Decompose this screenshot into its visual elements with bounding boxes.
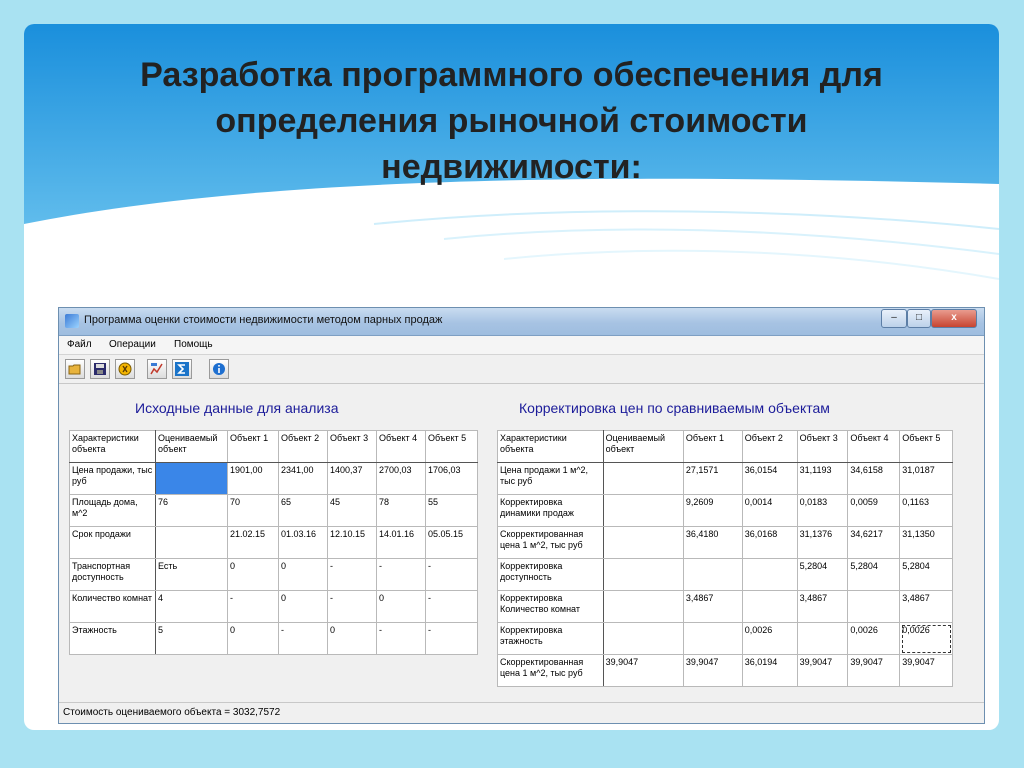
header-cell: Оцениваемый объект xyxy=(156,431,228,463)
table-cell[interactable]: 1400,37 xyxy=(328,463,377,495)
row-label: Цена продажи 1 м^2, тыс руб xyxy=(498,463,604,495)
header-cell: Характеристики объекта xyxy=(498,431,604,463)
app-window xyxy=(58,307,985,724)
table-cell[interactable]: - xyxy=(328,591,377,623)
maximize-button[interactable]: □ xyxy=(907,309,931,328)
table-cell[interactable]: - xyxy=(328,559,377,591)
table-cell[interactable]: - xyxy=(426,591,478,623)
table-cell[interactable]: 36,0168 xyxy=(742,527,797,559)
chart-icon xyxy=(150,362,164,376)
table-cell[interactable] xyxy=(603,463,683,495)
open-folder-icon xyxy=(68,362,82,376)
row-label: Корректировка Количество комнат xyxy=(498,591,604,623)
table-cell[interactable]: 45 xyxy=(328,495,377,527)
row-label: Скорректированная цена 1 м^2, тыс руб xyxy=(498,655,604,687)
row-label: Цена продажи, тыс руб xyxy=(70,463,156,495)
menu-operations[interactable]: Операции xyxy=(109,339,156,350)
table-cell[interactable]: 5 xyxy=(156,623,228,655)
source-data-title: Исходные данные для анализа xyxy=(135,400,339,416)
table-cell[interactable]: 0 xyxy=(279,559,328,591)
table-cell[interactable]: 3,4867 xyxy=(900,591,953,623)
table-cell[interactable]: 0,0026 xyxy=(848,623,900,655)
table-cell[interactable]: 55 xyxy=(426,495,478,527)
status-bar xyxy=(59,702,984,723)
header-cell: Объект 4 xyxy=(377,431,426,463)
table-cell[interactable]: - xyxy=(426,623,478,655)
row-label: Корректировка этажность xyxy=(498,623,604,655)
table-cell[interactable]: 12.10.15 xyxy=(328,527,377,559)
table-row xyxy=(498,463,953,495)
sum-button[interactable] xyxy=(172,359,192,379)
table-cell[interactable]: 0,0059 xyxy=(848,495,900,527)
slide-header-banner xyxy=(24,24,999,314)
header-cell: Объект 2 xyxy=(279,431,328,463)
table-cell[interactable]: 0 xyxy=(279,591,328,623)
table-cell[interactable]: 5,2804 xyxy=(797,559,848,591)
price-adjustment-table[interactable] xyxy=(497,430,953,687)
window-title: Программа оценки стоимости недвижимости методом парных продаж xyxy=(84,314,443,326)
table-row xyxy=(498,559,953,591)
minimize-button[interactable]: – xyxy=(881,309,907,328)
table-cell[interactable]: - xyxy=(426,559,478,591)
table-cell[interactable] xyxy=(603,559,683,591)
table-cell[interactable] xyxy=(156,527,228,559)
chart-button[interactable] xyxy=(147,359,167,379)
menu-help[interactable]: Помощь xyxy=(174,339,213,350)
table-header-row xyxy=(70,431,478,463)
window-titlebar[interactable] xyxy=(59,308,984,336)
table-cell[interactable] xyxy=(683,623,742,655)
table-cell[interactable]: 4 xyxy=(156,591,228,623)
save-button[interactable] xyxy=(90,359,110,379)
table-row xyxy=(70,463,478,495)
table-cell[interactable]: 05.05.15 xyxy=(426,527,478,559)
save-icon xyxy=(93,362,107,376)
header-cell: Объект 3 xyxy=(797,431,848,463)
table-cell[interactable]: 21.02.15 xyxy=(228,527,279,559)
slide-title-line: недвижимости: xyxy=(381,148,642,186)
table-cell[interactable] xyxy=(603,527,683,559)
info-icon xyxy=(212,362,226,376)
table-cell[interactable]: 31,0187 xyxy=(900,463,953,495)
table-row xyxy=(70,527,478,559)
table-cell[interactable]: 1901,00 xyxy=(228,463,279,495)
table-cell[interactable]: 0,1163 xyxy=(900,495,953,527)
table-row xyxy=(498,527,953,559)
table-cell[interactable]: Есть xyxy=(156,559,228,591)
table-header-row xyxy=(498,431,953,463)
table-cell[interactable]: 0,0026 xyxy=(742,623,797,655)
menu-bar xyxy=(59,336,984,355)
table-cell[interactable]: 39,9047 xyxy=(848,655,900,687)
table-cell[interactable] xyxy=(742,591,797,623)
table-cell-selected[interactable] xyxy=(156,463,228,495)
table-row xyxy=(70,591,478,623)
table-cell[interactable]: 0,0014 xyxy=(742,495,797,527)
info-button[interactable] xyxy=(209,359,229,379)
table-cell[interactable]: 36,4180 xyxy=(683,527,742,559)
row-label: Площадь дома, м^2 xyxy=(70,495,156,527)
table-cell[interactable]: 39,9047 xyxy=(797,655,848,687)
slide-title-line: Разработка программного обеспечения для xyxy=(140,56,883,94)
menu-file[interactable]: Файл xyxy=(67,339,92,350)
table-row xyxy=(498,495,953,527)
table-cell[interactable]: - xyxy=(228,591,279,623)
table-row xyxy=(70,495,478,527)
table-cell[interactable] xyxy=(683,559,742,591)
header-cell: Объект 1 xyxy=(228,431,279,463)
sigma-icon xyxy=(175,362,189,376)
row-label: Этажность xyxy=(70,623,156,655)
table-cell[interactable]: 76 xyxy=(156,495,228,527)
header-cell: Объект 2 xyxy=(742,431,797,463)
table-cell[interactable] xyxy=(848,591,900,623)
table-cell[interactable]: 31,1350 xyxy=(900,527,953,559)
table-cell[interactable]: 2341,00 xyxy=(279,463,328,495)
header-cell: Объект 4 xyxy=(848,431,900,463)
table-cell[interactable]: 39,9047 xyxy=(603,655,683,687)
table-cell[interactable]: 36,0194 xyxy=(742,655,797,687)
table-cell[interactable]: 27,1571 xyxy=(683,463,742,495)
table-cell[interactable] xyxy=(797,623,848,655)
table-row xyxy=(70,623,478,655)
table-cell[interactable]: 39,9047 xyxy=(683,655,742,687)
header-cell: Объект 1 xyxy=(683,431,742,463)
table-cell[interactable] xyxy=(603,495,683,527)
table-cell[interactable]: 65 xyxy=(279,495,328,527)
table-cell-focused[interactable]: 0,0026 xyxy=(900,623,953,655)
table-cell[interactable]: 34,6158 xyxy=(848,463,900,495)
table-row xyxy=(70,559,478,591)
header-cell: Оцениваемый объект xyxy=(603,431,683,463)
table-cell[interactable]: 36,0154 xyxy=(742,463,797,495)
table-cell[interactable]: 01.03.16 xyxy=(279,527,328,559)
row-label: Транспортная доступность xyxy=(70,559,156,591)
table-cell[interactable]: - xyxy=(377,623,426,655)
row-label: Скорректированная цена 1 м^2, тыс руб xyxy=(498,527,604,559)
table-cell[interactable]: 0,0183 xyxy=(797,495,848,527)
table-cell[interactable]: 0 xyxy=(228,623,279,655)
table-row xyxy=(498,591,953,623)
header-cell: Объект 5 xyxy=(900,431,953,463)
table-cell[interactable]: 1706,03 xyxy=(426,463,478,495)
table-cell[interactable]: 14.01.16 xyxy=(377,527,426,559)
table-cell[interactable]: - xyxy=(377,559,426,591)
table-cell[interactable]: 34,6217 xyxy=(848,527,900,559)
header-cell: Характеристики объекта xyxy=(70,431,156,463)
table-cell[interactable]: 31,1193 xyxy=(797,463,848,495)
row-label: Корректировка динамики продаж xyxy=(498,495,604,527)
slide-title-line: определения рыночной стоимости xyxy=(215,102,808,140)
table-cell[interactable]: 9,2609 xyxy=(683,495,742,527)
table-row xyxy=(498,623,953,655)
row-label: Количество комнат xyxy=(70,591,156,623)
table-cell[interactable]: 3,4867 xyxy=(797,591,848,623)
table-cell[interactable]: 70 xyxy=(228,495,279,527)
table-cell[interactable]: 0 xyxy=(377,591,426,623)
header-cell: Объект 3 xyxy=(328,431,377,463)
table-cell[interactable]: 3,4867 xyxy=(683,591,742,623)
table-cell[interactable]: 5,2804 xyxy=(848,559,900,591)
table-cell[interactable]: 78 xyxy=(377,495,426,527)
table-cell[interactable] xyxy=(603,591,683,623)
calculate-icon xyxy=(118,362,132,376)
row-label: Корректировка доступность xyxy=(498,559,604,591)
toolbar xyxy=(59,355,984,384)
table-row xyxy=(498,655,953,687)
table-cell[interactable]: 0 xyxy=(228,559,279,591)
table-cell[interactable] xyxy=(603,623,683,655)
app-icon xyxy=(65,314,79,328)
calculate-button[interactable] xyxy=(115,359,135,379)
status-text: Стоимость оцениваемого объекта = 3032,7572 xyxy=(63,707,281,718)
table-cell[interactable] xyxy=(742,559,797,591)
table-cell[interactable]: 0 xyxy=(328,623,377,655)
header-cell: Объект 5 xyxy=(426,431,478,463)
slide-title xyxy=(24,52,999,190)
price-adjustment-title: Корректировка цен по сравниваемым объектам xyxy=(519,400,830,416)
table-cell[interactable]: 39,9047 xyxy=(900,655,953,687)
source-data-table[interactable] xyxy=(69,430,478,655)
table-cell[interactable]: 2700,03 xyxy=(377,463,426,495)
table-cell[interactable]: 5,2804 xyxy=(900,559,953,591)
table-cell[interactable]: - xyxy=(279,623,328,655)
open-folder-button[interactable] xyxy=(65,359,85,379)
row-label: Срок продажи xyxy=(70,527,156,559)
table-cell[interactable]: 31,1376 xyxy=(797,527,848,559)
close-button[interactable]: x xyxy=(931,309,977,328)
